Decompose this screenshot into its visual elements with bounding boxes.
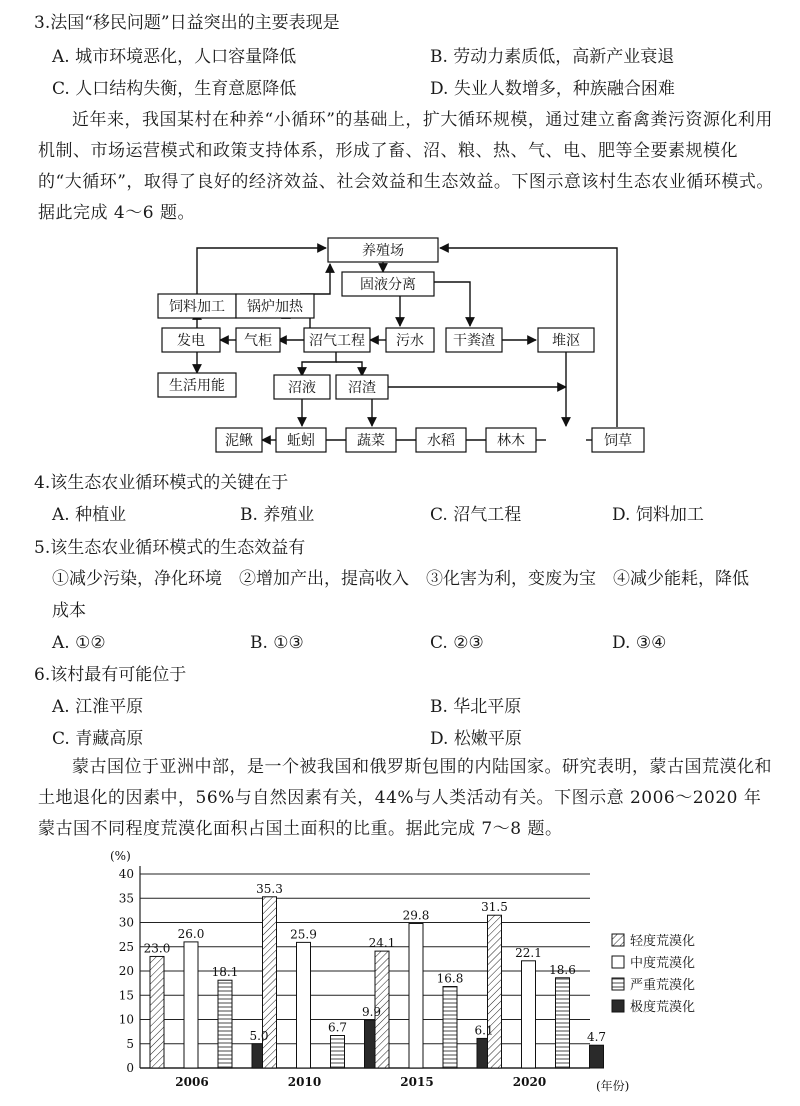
q3-option-c: C. 人口结构失衡，生育意愿降低 <box>52 79 297 99</box>
y-tick-label: 10 <box>118 1012 134 1027</box>
edge-zhaoqi-zhaoye <box>302 352 336 376</box>
passage-eco-agriculture: 近年来，我国某村在种养“小循环”的基础上，扩大循环规模，通过建立畜禽粪污资源化利用机制、市场运营模式和政策支持体系，形成了畜、沼、粮、热、气、电、肥等全要素规模化的“大循环”，取得了良好的经济效益、社会效益和生态效益。下图示意该村生态农业循环模式。据此完成 4～6 题。 <box>38 110 774 223</box>
svg-text:饲草: 饲草 <box>604 433 632 449</box>
y-tick-label: 30 <box>118 915 134 930</box>
q3-option-b: B. 劳动力素质低，高新产业衰退 <box>430 47 675 67</box>
q3-option-a: A. 城市环境恶化，人口容量降低 <box>52 47 297 67</box>
x-tick-label: 2006 <box>175 1075 209 1089</box>
svg-text:固液分离: 固液分离 <box>360 277 416 293</box>
node-fadian <box>162 328 220 352</box>
svg-text:林木: 林木 <box>497 433 525 449</box>
eco-cycle-diagram <box>150 232 650 460</box>
node-wushui <box>386 328 434 352</box>
bar-value-label: 22.1 <box>515 945 542 960</box>
svg-text:沼气工程: 沼气工程 <box>309 333 365 349</box>
legend-swatch <box>612 956 624 968</box>
node-yangzhichang <box>328 238 438 262</box>
y-axis-label: (%) <box>110 849 131 863</box>
q5-items-line2: 成本 <box>52 601 86 621</box>
desertification-bar-chart <box>90 846 730 1096</box>
q4-option-d: D. 饲料加工 <box>612 505 704 525</box>
node-shuidao <box>416 428 466 452</box>
node-zhaoqigongcheng <box>304 328 370 352</box>
bar <box>331 1036 345 1068</box>
node-duiou <box>538 328 594 352</box>
node-sicao <box>592 428 644 452</box>
q4-option-c: C. 沼气工程 <box>430 505 522 525</box>
legend-label: 中度荒漠化 <box>630 956 696 971</box>
y-tick-label: 20 <box>118 964 134 978</box>
svg-text:蚯蚓: 蚯蚓 <box>287 433 315 449</box>
svg-text:堆沤: 堆沤 <box>552 333 580 349</box>
svg-text:沼渣: 沼渣 <box>348 380 376 396</box>
node-zhaoye <box>274 375 330 399</box>
bar-value-label: 29.8 <box>402 908 430 923</box>
y-tick-label: 5 <box>126 1036 134 1051</box>
bar-value-label: 9.9 <box>361 1004 382 1019</box>
q6-option-a: A. 江淮平原 <box>52 697 144 717</box>
bar <box>488 915 502 1068</box>
q4-option-a: A. 种植业 <box>52 505 127 525</box>
node-zhaozha <box>336 375 388 399</box>
bar-value-label: 6.7 <box>327 1020 348 1035</box>
node-guolujiare <box>236 294 314 318</box>
bar-value-label: 18.6 <box>549 962 576 977</box>
bar-value-label: 35.3 <box>256 881 283 896</box>
node-shenghuoyongneng <box>158 373 236 397</box>
y-tick-label: 25 <box>118 939 134 954</box>
bar <box>150 956 164 1068</box>
node-qigui <box>236 328 280 352</box>
svg-text:饲料加工: 饲料加工 <box>169 299 225 315</box>
node-ganfenzha <box>446 328 502 352</box>
node-niqiu <box>216 428 262 452</box>
q5-stem: 5.该生态农业循环模式的生态效益有 <box>34 538 306 558</box>
q5-option-a: A. ①② <box>52 633 106 653</box>
q6-option-d: D. 松嫩平原 <box>430 729 522 749</box>
svg-text:沼液: 沼液 <box>288 380 316 396</box>
bar-value-label: 24.1 <box>368 936 396 951</box>
bar <box>409 923 423 1068</box>
q5-items-line1: ①减少污染，净化环境 ②增加产出，提高收入 ③化害为利，变废为宝 ④减少能耗，降低 <box>52 569 749 589</box>
q4-option-b: B. 养殖业 <box>240 505 315 525</box>
bar-value-label: 25.9 <box>290 927 317 942</box>
legend-label: 轻度荒漠化 <box>630 934 696 949</box>
legend-swatch <box>612 978 624 990</box>
edge-guolu-yangzhi <box>300 264 330 294</box>
x-tick-label: 2020 <box>512 1075 547 1089</box>
bar-value-label: 5.0 <box>249 1028 269 1043</box>
svg-text:气柜: 气柜 <box>244 333 272 349</box>
q5-option-d: D. ③④ <box>612 633 667 653</box>
bar-value-label: 6.1 <box>474 1023 494 1038</box>
bar-value-label: 23.0 <box>143 941 171 956</box>
node-siliaojiagong <box>158 294 236 318</box>
edge-siliao-yangzhi <box>197 248 326 295</box>
node-shucai <box>346 428 396 452</box>
bar-value-label: 16.8 <box>436 971 464 986</box>
legend-swatch <box>612 1000 624 1012</box>
x-tick-label: 2015 <box>400 1075 434 1089</box>
q6-option-c: C. 青藏高原 <box>52 729 144 749</box>
y-tick-label: 15 <box>118 988 134 1003</box>
bar <box>556 978 570 1068</box>
svg-text:泥鳅: 泥鳅 <box>225 433 253 449</box>
bar <box>297 942 311 1068</box>
svg-text:干粪渣: 干粪渣 <box>453 333 495 349</box>
svg-text:养殖场: 养殖场 <box>362 243 404 259</box>
bar-value-label: 18.1 <box>211 965 239 980</box>
bar <box>590 1045 604 1068</box>
edge-guye-ganfen <box>434 282 470 326</box>
q4-stem: 4.该生态农业循环模式的关键在于 <box>34 473 289 493</box>
bar <box>184 942 198 1068</box>
x-axis-label: (年份) <box>596 1079 630 1093</box>
svg-text:污水: 污水 <box>396 333 424 349</box>
legend-label: 严重荒漠化 <box>630 978 696 993</box>
q3-stem: 3.法国“移民问题”日益突出的主要表现是 <box>34 13 340 33</box>
bar <box>522 961 536 1068</box>
q3-option-d: D. 失业人数增多，种族融合困难 <box>430 79 675 99</box>
q5-option-c: C. ②③ <box>430 633 484 653</box>
bar <box>218 980 232 1068</box>
svg-text:发电: 发电 <box>177 333 205 349</box>
bar-value-label: 26.0 <box>177 926 205 941</box>
node-qiuyin <box>276 428 326 452</box>
bar-value-label: 31.5 <box>481 900 508 915</box>
svg-text:蔬菜: 蔬菜 <box>357 433 385 449</box>
y-tick-label: 40 <box>118 867 134 881</box>
svg-text:锅炉加热: 锅炉加热 <box>247 299 303 315</box>
legend-swatch <box>612 934 624 946</box>
y-tick-label: 0 <box>126 1061 134 1075</box>
y-tick-label: 35 <box>118 891 134 906</box>
node-linmu <box>486 428 536 452</box>
q6-stem: 6.该村最有可能位于 <box>34 665 187 685</box>
svg-text:生活用能: 生活用能 <box>169 378 225 394</box>
x-tick-label: 2010 <box>287 1075 322 1089</box>
legend-label: 极度荒漠化 <box>630 1000 696 1015</box>
passage-mongolia: 蒙古国位于亚洲中部，是一个被我国和俄罗斯包围的内陆国家。研究表明，蒙古国荒漠化和土地退化的因素中，56%与自然因素有关，44%与人类活动有关。下图示意 2006～2020 年蒙古国不同程度荒漠化面积占国土面积的比重。据此完成 7～8 题。 <box>38 757 772 839</box>
bar-value-label: 4.7 <box>586 1030 607 1045</box>
edge-zhaoqi-zhaozha <box>336 362 362 376</box>
q5-option-b: B. ①③ <box>250 633 304 653</box>
svg-text:水稻: 水稻 <box>427 433 455 449</box>
q6-option-b: B. 华北平原 <box>430 697 522 717</box>
bar <box>443 987 457 1068</box>
node-guyefenli <box>342 272 434 296</box>
